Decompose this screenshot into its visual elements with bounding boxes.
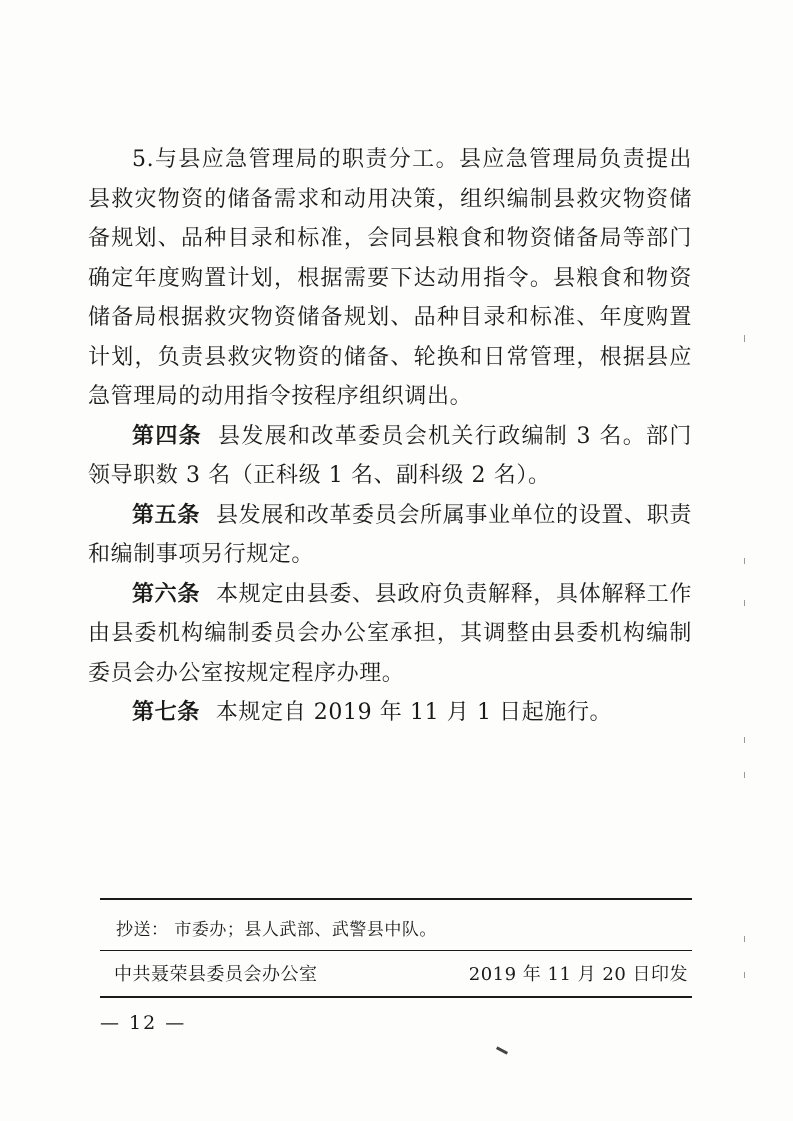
scan-speck <box>744 772 745 778</box>
scan-speck <box>744 335 745 342</box>
scan-speck <box>744 600 745 606</box>
article-text: 本规定由县委、县政府负责解释，具体解释工作由县委机构编制委员会办公室承担，其调整由县委机构编制委员会办公室按规定程序办理。 <box>88 581 692 686</box>
footer-top-rule <box>100 898 692 900</box>
paragraph-text: 5.与县应急管理局的职责分工。县应急管理局负责提出县救灾物资的储备需求和动用决策，组织编制县救灾物资储备规划、品种目录和标准，会同县粮食和物资储备局等部门确定年度购置计划，根据需要下达动用指令。县粮食和物资储备局根据救灾物资储备规划、品种目录和标准、年度购置计划，负责县救灾物资的储备、轮换和日常管理，根据县应急管理局的动用指令按程序组织调出。 <box>88 147 692 409</box>
scan-speck <box>744 972 745 978</box>
article-text: 县发展和改革委员会机关行政编制 3 名。部门领导职数 3 名（正科级 1 名、副科级 2 名）。 <box>88 423 692 488</box>
article-4 <box>88 417 692 496</box>
cc-recipients: 抄送： 市委办；县人武部、武警县中队。 <box>116 920 437 940</box>
issue-date: 2019 年 11 月 20 日印发 <box>468 964 688 985</box>
article-text: 县发展和改革委员会所属事业单位的设置、职责和编制事项另行规定。 <box>88 502 692 567</box>
scan-speck <box>496 1046 508 1054</box>
article-heading: 第七条 <box>132 699 200 725</box>
document-body <box>88 140 692 733</box>
paragraph-emergency-division <box>88 140 692 417</box>
article-text: 本规定自 2019 年 11 月 1 日起施行。 <box>215 700 613 725</box>
article-heading: 第四条 <box>132 422 203 449</box>
footer-bottom-rule <box>100 996 692 998</box>
scan-speck <box>744 558 745 564</box>
article-7 <box>88 693 692 733</box>
footer-middle-rule <box>100 950 692 951</box>
article-5 <box>88 496 692 575</box>
page-number: — 12 — <box>100 1012 187 1034</box>
article-6 <box>88 575 692 694</box>
article-heading: 第五条 <box>132 501 201 528</box>
scan-speck <box>744 936 745 942</box>
article-heading: 第六条 <box>132 580 201 607</box>
scan-speck <box>744 737 745 743</box>
issuing-office: 中共聂荣县委员会办公室 <box>114 964 318 985</box>
